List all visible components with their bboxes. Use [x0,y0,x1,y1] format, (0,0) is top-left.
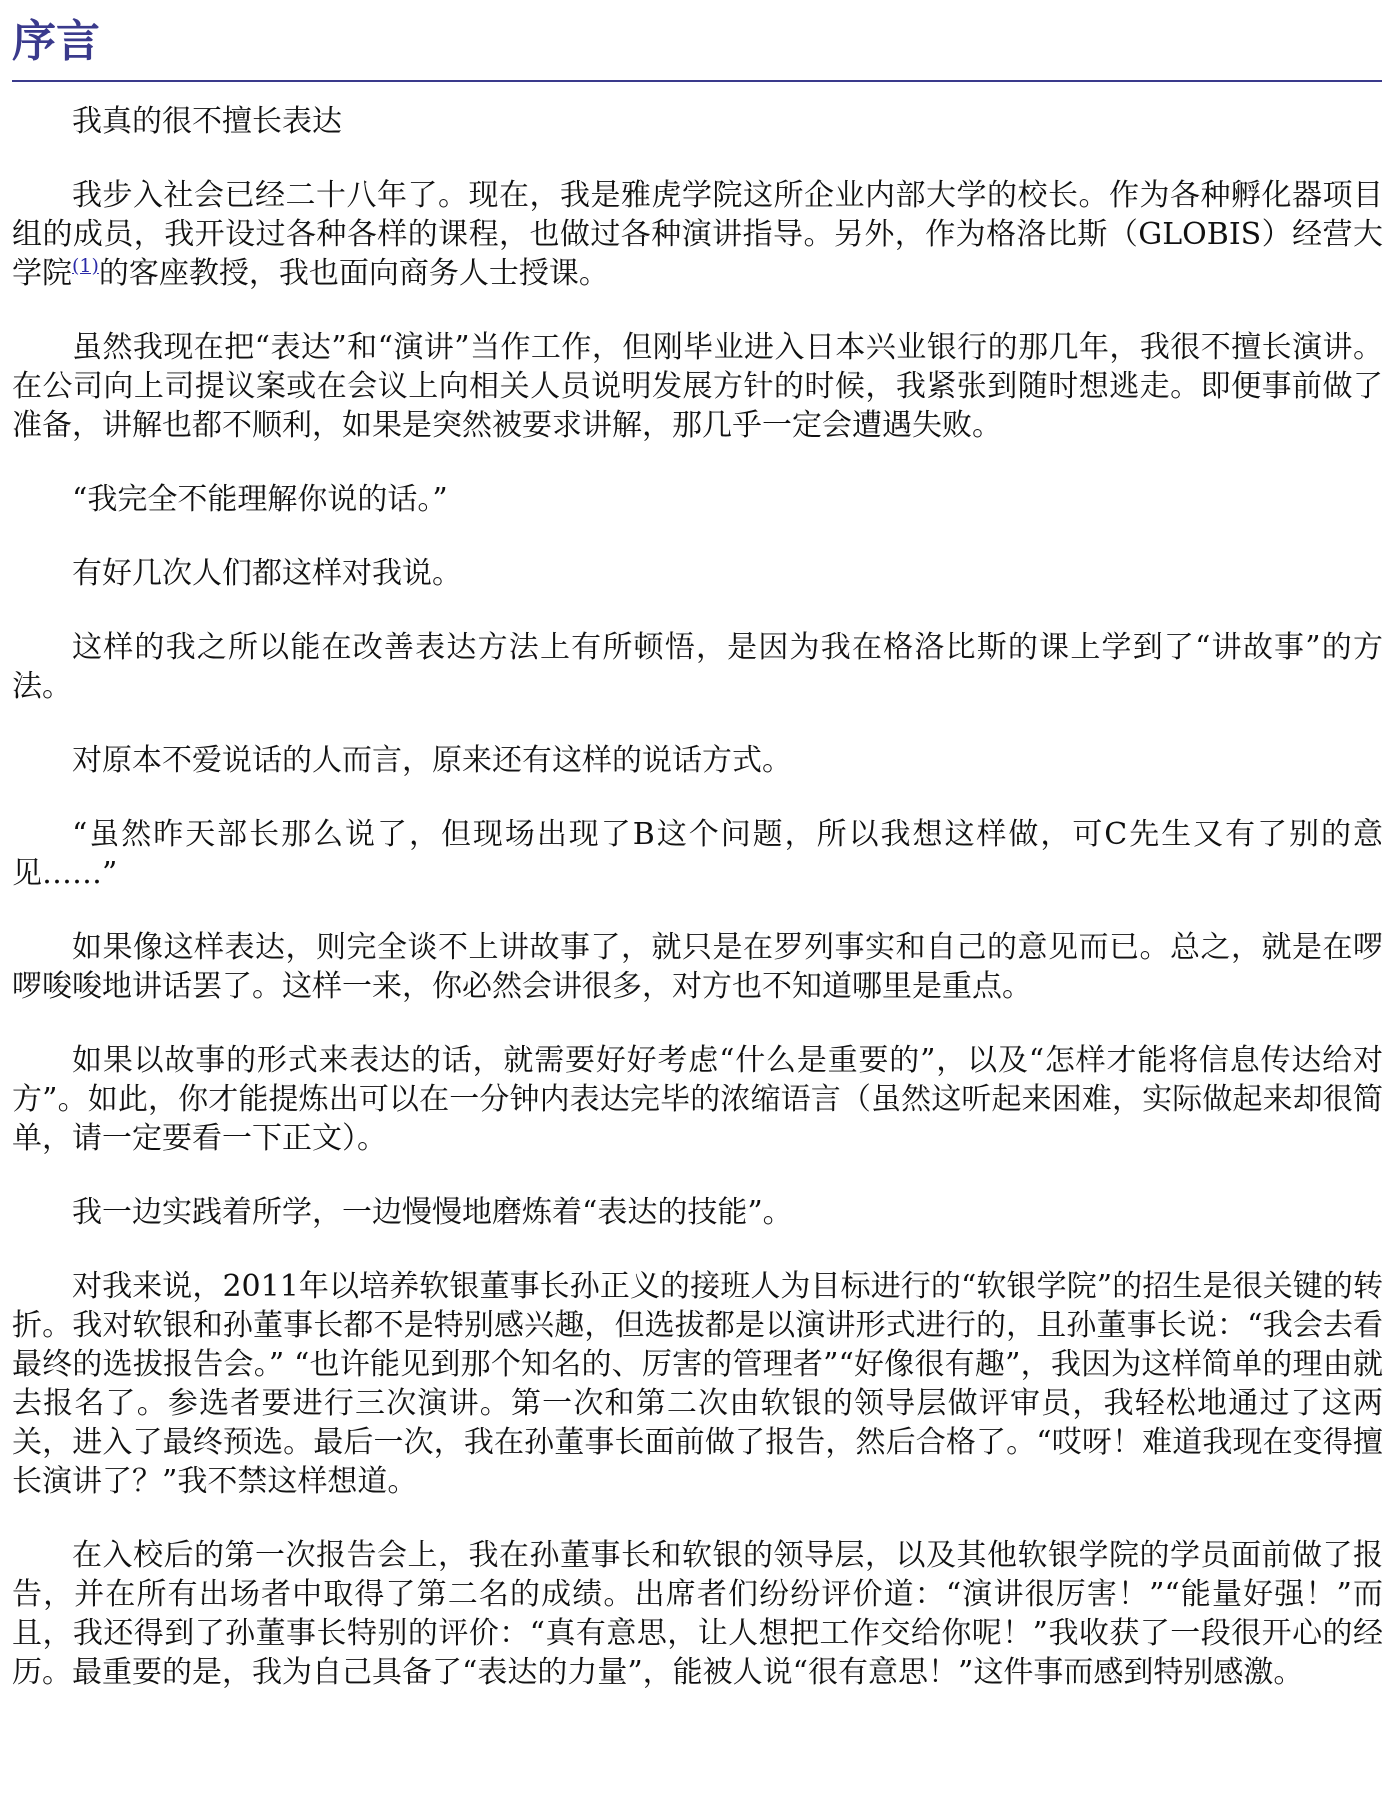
paragraph: 我一边实践着所学，一边慢慢地磨炼着“表达的技能”。 [72,1195,793,1230]
page [12,0,1383,1727]
title-divider [12,80,1382,82]
body-text [12,102,1383,1692]
paragraph: 在入校后的第一次报告会上，我在孙董事长和软银的领导层，以及其他软银学院的学员面前做了报告，并在所有出场者中取得了第二名的成绩。出席者们纷纷评价道：“演讲很厉害！”“能量好强！”而且，我还得到了孙董事长特别的评价：“真有意思，让人想把工作交给你呢！”我收获了一段很开心的经历。最重要的是，我为自己具备了“表达的力量”，能被人说“很有意思！”这件事而感到特别感激。 [12,1538,1383,1690]
paragraph: 对我来说，2011年以培养软银董事长孙正义的接班人为目标进行的“软银学院”的招生是很关键的转折。我对软银和孙董事长都不是特别感兴趣，但选拔都是以演讲形式进行的，且孙董事长说：“我会去看最终的选拔报告会。” “也许能见到那个知名的、厉害的管理者”“好像很有趣”，我因为这样简单的理由就去报名了。参选者要进行三次演讲。第一次和第二次由软银的领导层做评审员，我轻松地通过了这两关，进入了最终预选。最后一次，我在孙董事长面前做了报告，然后合格了。“哎呀！难道我现在变得擅长演讲了？”我不禁这样想道。 [12,1269,1383,1499]
paragraph: 虽然我现在把“表达”和“演讲”当作工作，但刚毕业进入日本兴业银行的那几年，我很不擅长演讲。在公司向上司提议案或在会议上向相关人员说明发展方针的时候，我紧张到随时想逃走。即便事前做了准备，讲解也都不顺利，如果是突然被要求讲解，那几乎一定会遭遇失败。 [12,330,1383,443]
paragraph: “虽然昨天部长那么说了，但现场出现了B这个问题，所以我想这样做，可C先生又有了别的意见……” [12,817,1383,891]
footnote-link[interactable]: (1) [72,255,99,277]
paragraph-text: 的客座教授，我也面向商务人士授课。 [98,256,609,291]
paragraph: “我完全不能理解你说的话。” [72,482,448,517]
paragraph: 有好几次人们都这样对我说。 [72,556,462,591]
page-title: 序言 [12,16,100,67]
paragraph: 对原本不爱说话的人而言，原来还有这样的说话方式。 [72,743,792,778]
paragraph: 这样的我之所以能在改善表达方法上有所顿悟，是因为我在格洛比斯的课上学到了“讲故事”的方法。 [12,630,1383,704]
paragraph: 如果以故事的形式来表达的话，就需要好好考虑“什么是重要的”，以及“怎样才能将信息传达给对方”。如此，你才能提炼出可以在一分钟内表达完毕的浓缩语言（虽然这听起来困难，实际做起来却很简单，请一定要看一下正文）。 [12,1043,1383,1156]
paragraph: 如果像这样表达，则完全谈不上讲故事了，就只是在罗列事实和自己的意见而已。总之，就是在啰啰唆唆地讲话罢了。这样一来，你必然会讲很多，对方也不知道哪里是重点。 [12,930,1383,1004]
paragraph [12,176,1383,293]
paragraph-text: 我步入社会已经二十八年了。现在，我是雅虎学院这所企业内部大学的校长。作为各种孵化器项目组的成员，我开设过各种各样的课程，也做过各种演讲指导。另外，作为格洛比斯（GLOBIS）经营大学院 [12,178,1383,291]
paragraph: 我真的很不擅长表达 [72,104,342,139]
